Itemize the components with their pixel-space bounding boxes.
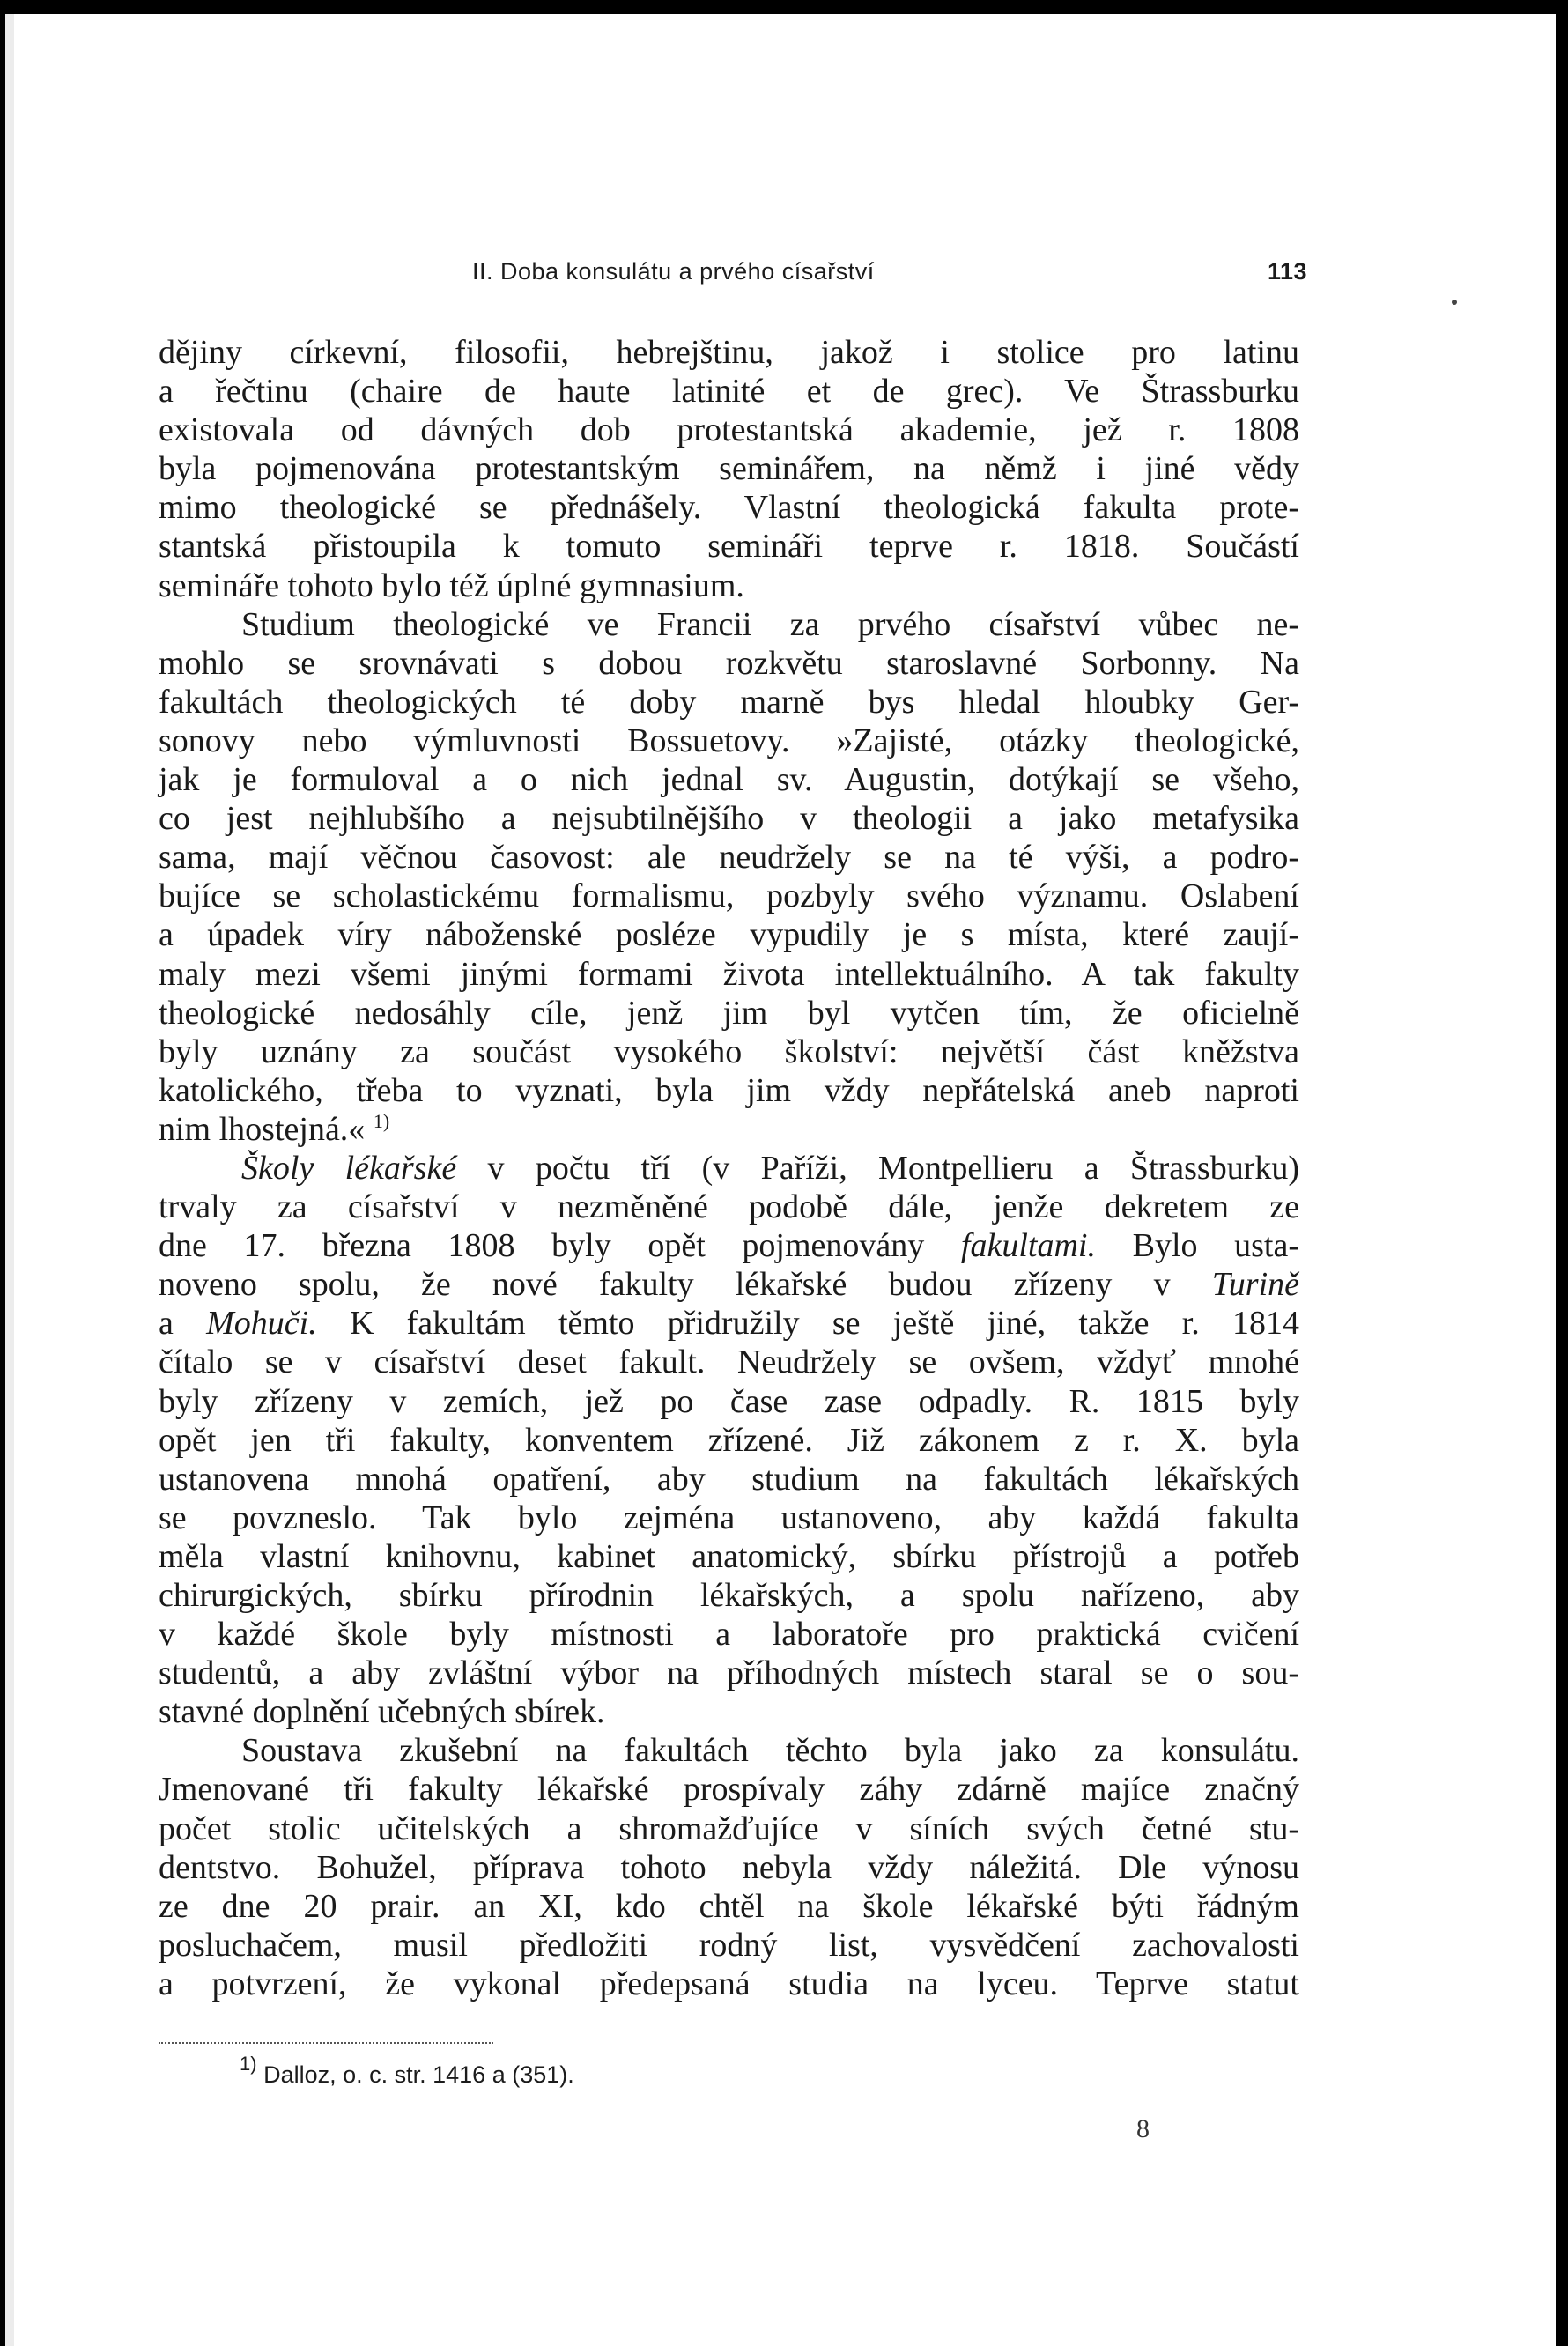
- text-line: počet stolic učitelských a shromažďujíce v síních svých četné stu-: [159, 1809, 1299, 1847]
- footnote-divider: [159, 2042, 493, 2044]
- text-line: co jest nejhlubšího a nejsubtilnějšího v theologii a jako metafysika: [159, 800, 1299, 838]
- running-title: II. Doba konsulátu a prvého císařství: [472, 258, 875, 285]
- text-line: byly uznány za součást vysokého školství: největší část kněžstva: [159, 1032, 1299, 1070]
- text-run: K fakultám těmto přidružily se ještě jiné, takže r. 1814: [349, 1305, 1300, 1343]
- text-line: ze dne 20 prair. an XI, kdo chtěl na škole lékařské býti řádným: [159, 1887, 1299, 1925]
- text-line: [159, 1226, 1299, 1265]
- text-run: noveno spolu, že nové fakulty lékařské budou zřízeny v: [159, 1266, 1171, 1304]
- scan-speck: [1452, 300, 1457, 305]
- text-line: ustanovena mnohá opatření, aby studium na fakultách lékařských: [159, 1460, 1299, 1498]
- italic-term: Mohuči.: [206, 1305, 317, 1343]
- text-line: stantská přistoupila k tomuto semináři teprve r. 1818. Součástí: [159, 528, 1299, 566]
- text-line: Studium theologické ve Francii za prvého císařství vůbec ne-: [241, 605, 1299, 643]
- page-number: 113: [1267, 258, 1307, 285]
- text-line: a řečtinu (chaire de haute latinité et de grec). Ve Štrassburku: [159, 373, 1299, 411]
- body-text: [159, 333, 1299, 2003]
- text-line: studentů, a aby zvláštní výbor na příhodných místech staral se o sou-: [159, 1654, 1299, 1692]
- scan-border-top: [0, 0, 1568, 14]
- footnote-marker: 1): [240, 2053, 257, 2075]
- text-line: posluchačem, musil předložiti rodný list, vysvědčení zachovalosti: [159, 1926, 1299, 1964]
- text-line: dentstvo. Bohužel, příprava tohoto nebyla vždy náležitá. Dle výnosu: [159, 1848, 1299, 1886]
- text-line: čítalo se v císařství deset fakult. Neudržely se ovšem, vždyť mnohé: [159, 1343, 1299, 1381]
- text-line: theologické nedosáhly cíle, jenž jim byl vytčen tím, že oficielně: [159, 994, 1299, 1032]
- scan-gutter-shade: [5, 14, 14, 2346]
- italic-term: Turině: [1211, 1266, 1299, 1304]
- text-line: a potvrzení, že vykonal předepsaná studia na lyceu. Teprve statut: [159, 1965, 1299, 2002]
- text-line: v každé škole byly místnosti a laboratoře pro praktická cvičení: [159, 1616, 1299, 1654]
- footnote-reference: 1): [373, 1109, 390, 1132]
- printer-signature-mark: 8: [1136, 2114, 1150, 2143]
- text-run: Bylo usta-: [1132, 1227, 1299, 1265]
- text-line: fakultách theologických té doby marně bys hledal hloubky Ger-: [159, 683, 1299, 721]
- text-line: existovala od dávných dob protestantská akademie, jež r. 1808: [159, 411, 1299, 449]
- text-line: byla pojmenována protestantským seminářem, na němž i jiné vědy: [159, 450, 1299, 488]
- text-run: v počtu tří (v Paříži, Montpellieru a Štrassburku): [487, 1149, 1300, 1187]
- text-line: [159, 1149, 1299, 1188]
- text-line: jak je formuloval a o nich jednal sv. Augustin, dotýkají se všeho,: [159, 761, 1299, 799]
- text-line: sonovy nebo výmluvnosti Bossuetovy. »Zajisté, otázky theologické,: [159, 722, 1299, 759]
- text-line: opět jen tři fakulty, konventem zřízené. Již zákonem z r. X. byla: [159, 1421, 1299, 1459]
- footnote-text: Dalloz, o. c. str. 1416 a (351).: [263, 2061, 574, 2088]
- text-line: dějiny církevní, filosofii, hebrejštinu, jakož i stolice pro latinu: [159, 334, 1299, 371]
- scan-border-right: [1556, 0, 1568, 2346]
- text-run: a: [159, 1305, 174, 1343]
- text-line: maly mezi všemi jinými formami života intellektuálního. A tak fakulty: [159, 955, 1299, 993]
- text-line: Soustava zkušební na fakultách těchto byla jako za konsulátu.: [241, 1732, 1299, 1770]
- footnote: [240, 2053, 574, 2089]
- text-run: dne 17. března 1808 byly opět pojmenovány: [159, 1227, 925, 1265]
- italic-term: Školy lékařské: [241, 1149, 457, 1187]
- text-line: mohlo se srovnávati s dobou rozkvětu staroslavné Sorbonny. Na: [159, 644, 1299, 682]
- text-line: [159, 1304, 1299, 1343]
- text-line: katolického, třeba to vyznati, byla jim vždy nepřátelská aneb naproti: [159, 1071, 1299, 1109]
- text-line: bujíce se scholastickému formalismu, pozbyly svého významu. Oslabení: [159, 877, 1299, 915]
- text-line: chirurgických, sbírku přírodnin lékařských, a spolu nařízeno, aby: [159, 1577, 1299, 1614]
- text-line: semináře tohoto bylo též úplné gymnasium.: [159, 566, 744, 604]
- text-line: trvaly za císařství v nezměněné podobě dále, jenže dekretem ze: [159, 1188, 1299, 1226]
- text-line: Jmenované tři fakulty lékařské prospívaly záhy zdárně majíce značný: [159, 1771, 1299, 1809]
- text-line: a úpadek víry náboženské posléze vypudily je s místa, které zaují-: [159, 916, 1299, 954]
- italic-term: fakultami.: [960, 1227, 1096, 1265]
- text-line: [159, 1265, 1299, 1304]
- text-line: [159, 1110, 1299, 1149]
- text-line: se povzneslo. Tak bylo zejména ustanoveno, aby každá fakulta: [159, 1499, 1299, 1536]
- running-head: [472, 258, 1307, 285]
- quote-end: nim lhostejná.«: [159, 1110, 366, 1148]
- text-line: stavné doplnění učebných sbírek.: [159, 1693, 605, 1731]
- text-line: byly zřízeny v zemích, jež po čase zase odpadly. R. 1815 byly: [159, 1382, 1299, 1420]
- text-line: sama, mají věčnou časovost: ale neudržely se na té výši, a podro-: [159, 839, 1299, 877]
- text-line: měla vlastní knihovnu, kabinet anatomický, sbírku přístrojů a potřeb: [159, 1537, 1299, 1575]
- text-line: mimo theologické se přednášely. Vlastní theologická fakulta prote-: [159, 489, 1299, 527]
